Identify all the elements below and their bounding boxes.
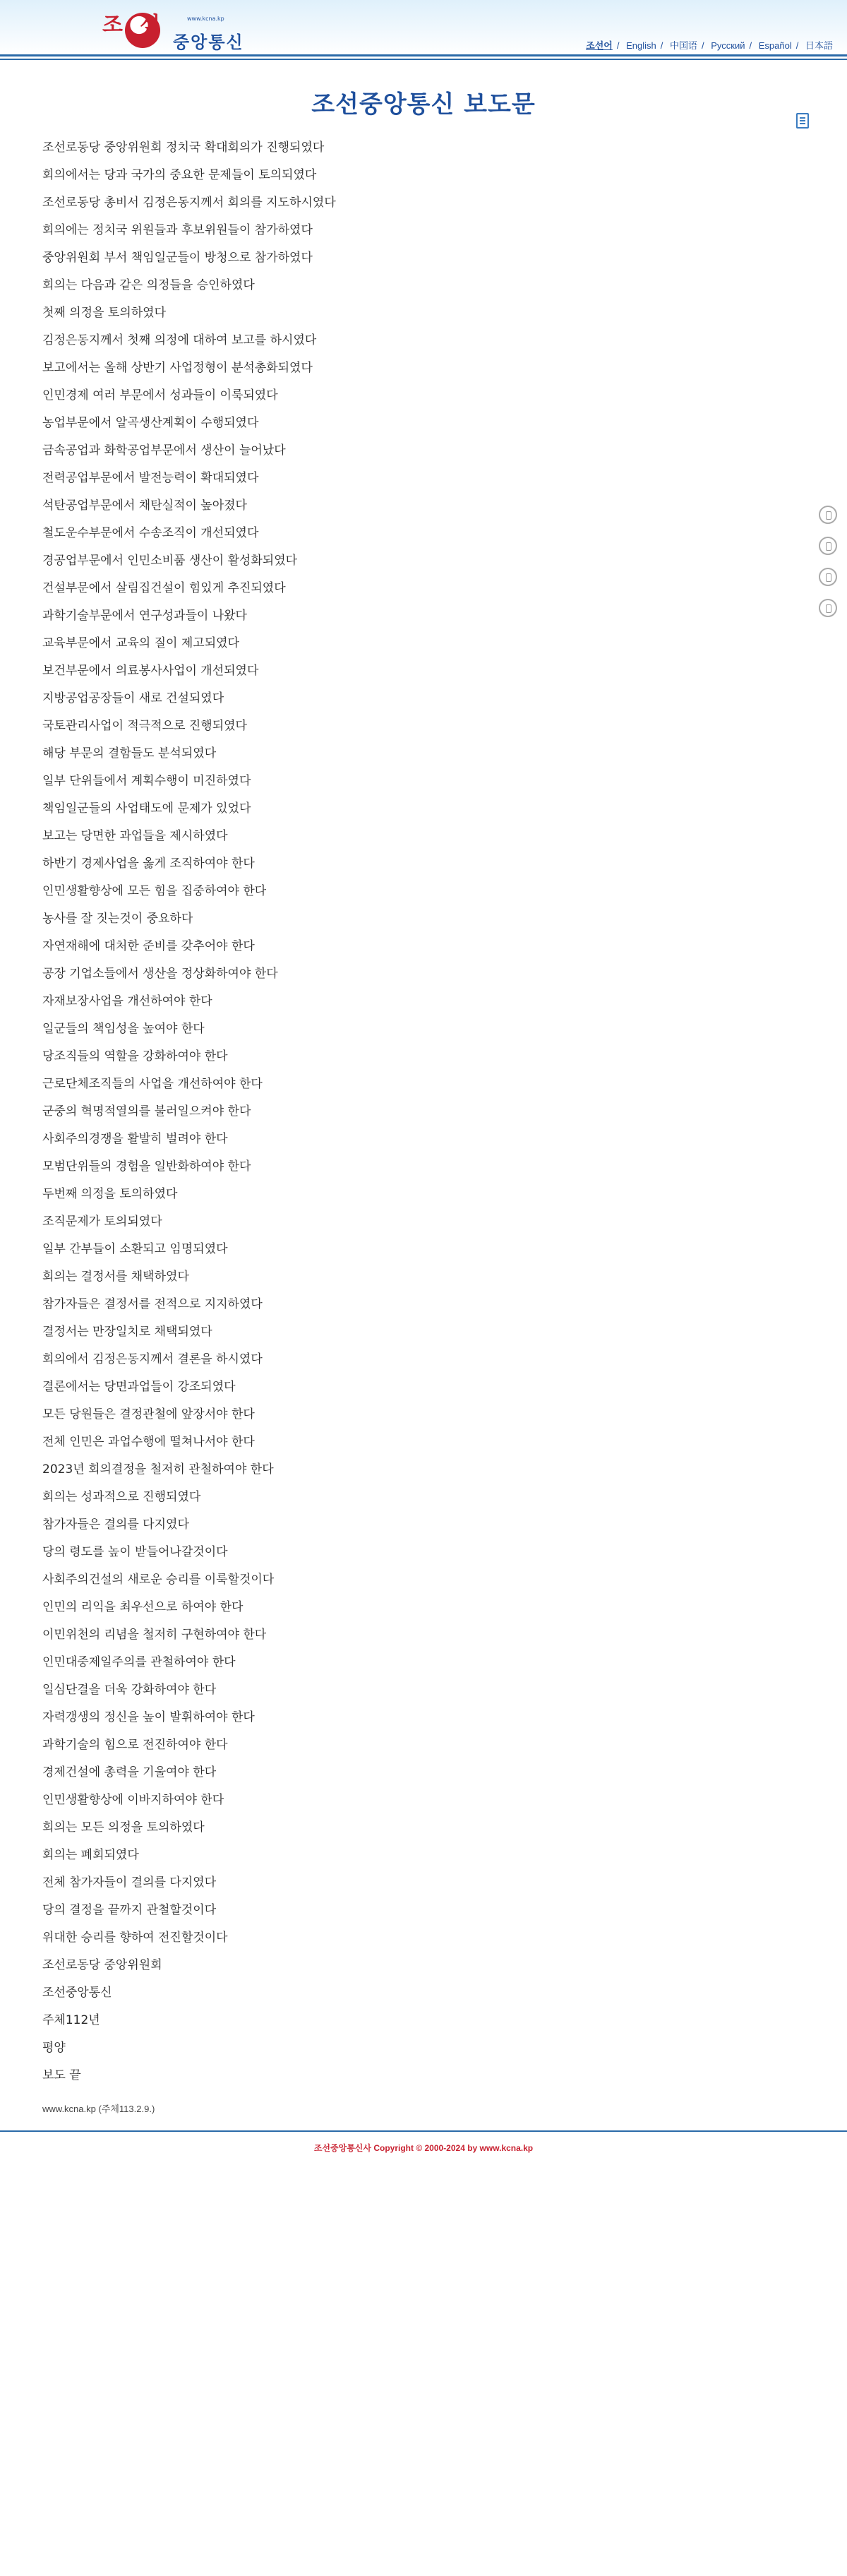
article-paragraph: 자력갱생의 정신을 높이 발휘하여야 한다: [42, 1710, 255, 1724]
logo-text-bottom: 중앙통신: [173, 32, 244, 52]
article-paragraph: 조선중앙통신: [42, 1986, 112, 2000]
article-paragraph: 일부 간부들이 소환되고 임명되였다: [42, 1242, 228, 1256]
article-paragraph: 회의는 결정서를 채택하였다: [42, 1270, 189, 1284]
lang-separator: /: [702, 40, 704, 51]
lang-separator: /: [616, 40, 620, 51]
site-header: [0, 0, 847, 56]
article-paragraph: 보건부문에서 의료봉사사업이 개선되였다: [42, 664, 259, 678]
article-title: 조선중앙통신 보도문: [311, 90, 536, 119]
article-paragraph: 회의에는 정치국 위원들과 후보위원들이 참가하였다: [42, 223, 313, 237]
article-paragraph: 모든 당원들은 결정관철에 앞장서야 한다: [42, 1407, 255, 1421]
article-paragraph: 이민위천의 리념을 철저히 구현하여야 한다: [42, 1628, 267, 1642]
article-paragraph: 근로단체조직들의 사업을 개선하여야 한다: [42, 1077, 263, 1091]
lang-separator: /: [660, 40, 663, 51]
print-icon[interactable]: [819, 568, 837, 586]
article-paragraph: 회의에서는 당과 국가의 중요한 문제들이 토의되였다: [42, 168, 317, 182]
article-paragraph: 두번째 의정을 토의하였다: [42, 1187, 178, 1201]
print-article-icon[interactable]: [796, 113, 809, 129]
article-paragraph: 당의 령도를 높이 받들어나갈것이다: [42, 1545, 228, 1559]
article-paragraph: 인민생활향상에 이바지하여야 한다: [42, 1793, 224, 1807]
article-paragraph: 중앙위원회 부서 책임일군들이 방청으로 참가하였다: [42, 251, 313, 265]
article-paragraph: 전력공업부문에서 발전능력이 확대되였다: [42, 471, 259, 485]
article-paragraph: 금속공업과 화학공업부문에서 생산이 늘어났다: [42, 443, 286, 458]
article-paragraph: 2023년 회의결정을 철저히 관철하여야 한다: [42, 1462, 274, 1477]
article-paragraph: 과학기술부문에서 연구성과들이 나왔다: [42, 609, 247, 623]
article-paragraph: 국토관리사업이 적극적으로 진행되였다: [42, 719, 247, 733]
article-paragraph: 군중의 혁명적열의를 불러일으켜야 한다: [42, 1104, 251, 1119]
article-paragraph: 사회주의건설의 새로운 승리를 이룩할것이다: [42, 1573, 275, 1587]
article-paragraph: 회의는 성과적으로 진행되였다: [42, 1490, 201, 1504]
article-paragraph: 자재보장사업을 개선하여야 한다: [42, 994, 212, 1008]
lang-spanish-link[interactable]: Español: [758, 40, 792, 51]
lang-english-link[interactable]: English: [626, 40, 656, 51]
article-paragraph: 책임일군들의 사업태도에 문제가 있었다: [42, 801, 251, 816]
lang-russian-link[interactable]: Русский: [711, 40, 745, 51]
article-paragraph: 당조직들의 역할을 강화하여야 한다: [42, 1049, 228, 1063]
article-paragraph: 건설부문에서 살림집건설이 힘있게 추진되였다: [42, 581, 286, 595]
lang-separator: /: [795, 40, 799, 51]
article-paragraph: 보고에서는 올해 상반기 사업정형이 분석총화되였다: [42, 361, 313, 375]
article-paragraph: 인민대중제일주의를 관철하여야 한다: [42, 1655, 236, 1669]
article-paragraph: 조직문제가 토의되였다: [42, 1215, 162, 1229]
logo-url-text: www.kcna.kp: [187, 16, 224, 22]
article-paragraph: 자연재해에 대처한 준비를 갖추어야 한다: [42, 939, 255, 953]
article-paragraph: 해당 부문의 결함들도 분석되였다: [42, 746, 217, 761]
article-paragraph: 평양: [42, 2041, 66, 2055]
article-paragraph: 결정서는 만장일치로 채택되였다: [42, 1325, 212, 1339]
article-body: [42, 139, 805, 2085]
article-paragraph: 회의는 폐회되였다: [42, 1848, 139, 1862]
article-paragraph: 회의는 다음과 같은 의정들을 승인하였다: [42, 278, 255, 292]
article-paragraph: 첫째 의정을 토의하였다: [42, 306, 167, 320]
article-paragraph: 지방공업공장들이 새로 건설되였다: [42, 691, 224, 705]
article-paragraph: 사회주의경쟁을 활발히 벌려야 한다: [42, 1132, 228, 1146]
email-icon[interactable]: [819, 599, 837, 617]
article-paragraph: 공장 기업소들에서 생산을 정상화하여야 한다: [42, 967, 278, 981]
footer-divider: [0, 2130, 847, 2132]
article-paragraph: 김정은동지께서 첫째 의정에 대하여 보고를 하시였다: [42, 333, 317, 347]
lang-chinese-link[interactable]: 中国语: [669, 40, 697, 51]
article-paragraph: 인민생활향상에 모든 힘을 집중하여야 한다: [42, 884, 267, 898]
article-paragraph: 농업부문에서 알곡생산계획이 수행되였다: [42, 416, 259, 430]
article-paragraph: 조선로동당 중앙위원회 정치국 확대회의가 진행되였다: [42, 141, 325, 155]
lang-japanese-link[interactable]: 日本語: [805, 40, 833, 51]
article-paragraph: 교육부문에서 교육의 질이 제고되였다: [42, 636, 239, 650]
article-paragraph: 농사를 잘 짓는것이 중요하다: [42, 912, 193, 926]
article-paragraph: 일군들의 책임성을 높여야 한다: [42, 1022, 205, 1036]
article-paragraph: 과학기술의 힘으로 전진하여야 한다: [42, 1738, 228, 1752]
article-paragraph: 전체 참가자들이 결의를 다지였다: [42, 1876, 217, 1890]
article-paragraph: 일부 단위들에서 계획수행이 미진하였다: [42, 774, 251, 788]
copyright-text: 조선중앙통신사 Copyright © 2000-2024 by www.kcna.kp: [313, 2143, 534, 2153]
article-paragraph: 결론에서는 당면과업들이 강조되였다: [42, 1380, 236, 1394]
article-paragraph: 참가자들은 결의를 다지였다: [42, 1517, 189, 1532]
article-paragraph: 석탄공업부문에서 채탄실적이 높아졌다: [42, 499, 247, 513]
article-paragraph: 위대한 승리를 향하여 전진할것이다: [42, 1931, 228, 1945]
kcna-logo[interactable]: [102, 7, 258, 52]
article-paragraph: 회의에서 김정은동지께서 결론을 하시였다: [42, 1352, 263, 1366]
lang-korean-link[interactable]: 조선어: [586, 40, 613, 51]
article-paragraph: 보도 끝: [42, 2068, 81, 2082]
share-toolbar: [819, 506, 839, 630]
article-paragraph: 경제건설에 총력을 기울여야 한다: [42, 1765, 217, 1779]
twitter-icon[interactable]: [819, 537, 837, 555]
article-paragraph: 전체 인민은 과업수행에 떨쳐나서야 한다: [42, 1435, 255, 1449]
facebook-icon[interactable]: [819, 506, 837, 524]
article-paragraph: 경공업부문에서 인민소비품 생산이 활성화되였다: [42, 554, 298, 568]
article-paragraph: 모범단위들의 경험을 일반화하여야 한다: [42, 1159, 251, 1174]
article-paragraph: 조선로동당 중앙위원회: [42, 1958, 162, 1972]
article-paragraph: 조선로동당 총비서 김정은동지께서 회의를 지도하시였다: [42, 196, 336, 210]
article-paragraph: 인민경제 여러 부문에서 성과들이 이룩되였다: [42, 388, 278, 402]
article-paragraph: 회의는 모든 의정을 토의하였다: [42, 1820, 205, 1835]
article-paragraph: 보고는 당면한 과업들을 제시하였다: [42, 829, 228, 843]
article-paragraph: 하반기 경제사업을 옳게 조직하여야 한다: [42, 857, 255, 871]
article-paragraph: 당의 결정을 끝까지 관철할것이다: [42, 1903, 217, 1917]
article-paragraph: 인민의 리익을 최우선으로 하여야 한다: [42, 1600, 244, 1614]
article-paragraph: 철도운수부문에서 수송조직이 개선되였다: [42, 526, 259, 540]
language-bar: [586, 38, 833, 52]
lang-separator: /: [749, 40, 752, 51]
article-paragraph: 참가자들은 결정서를 전적으로 지지하였다: [42, 1297, 263, 1311]
article-paragraph: 주체112년: [42, 2013, 100, 2027]
article-paragraph: 일심단결을 더욱 강화하여야 한다: [42, 1683, 217, 1697]
footer-url: www.kcna.kp (주체113.2.9.): [42, 2104, 155, 2114]
logo-text-top: 조선: [102, 13, 177, 37]
